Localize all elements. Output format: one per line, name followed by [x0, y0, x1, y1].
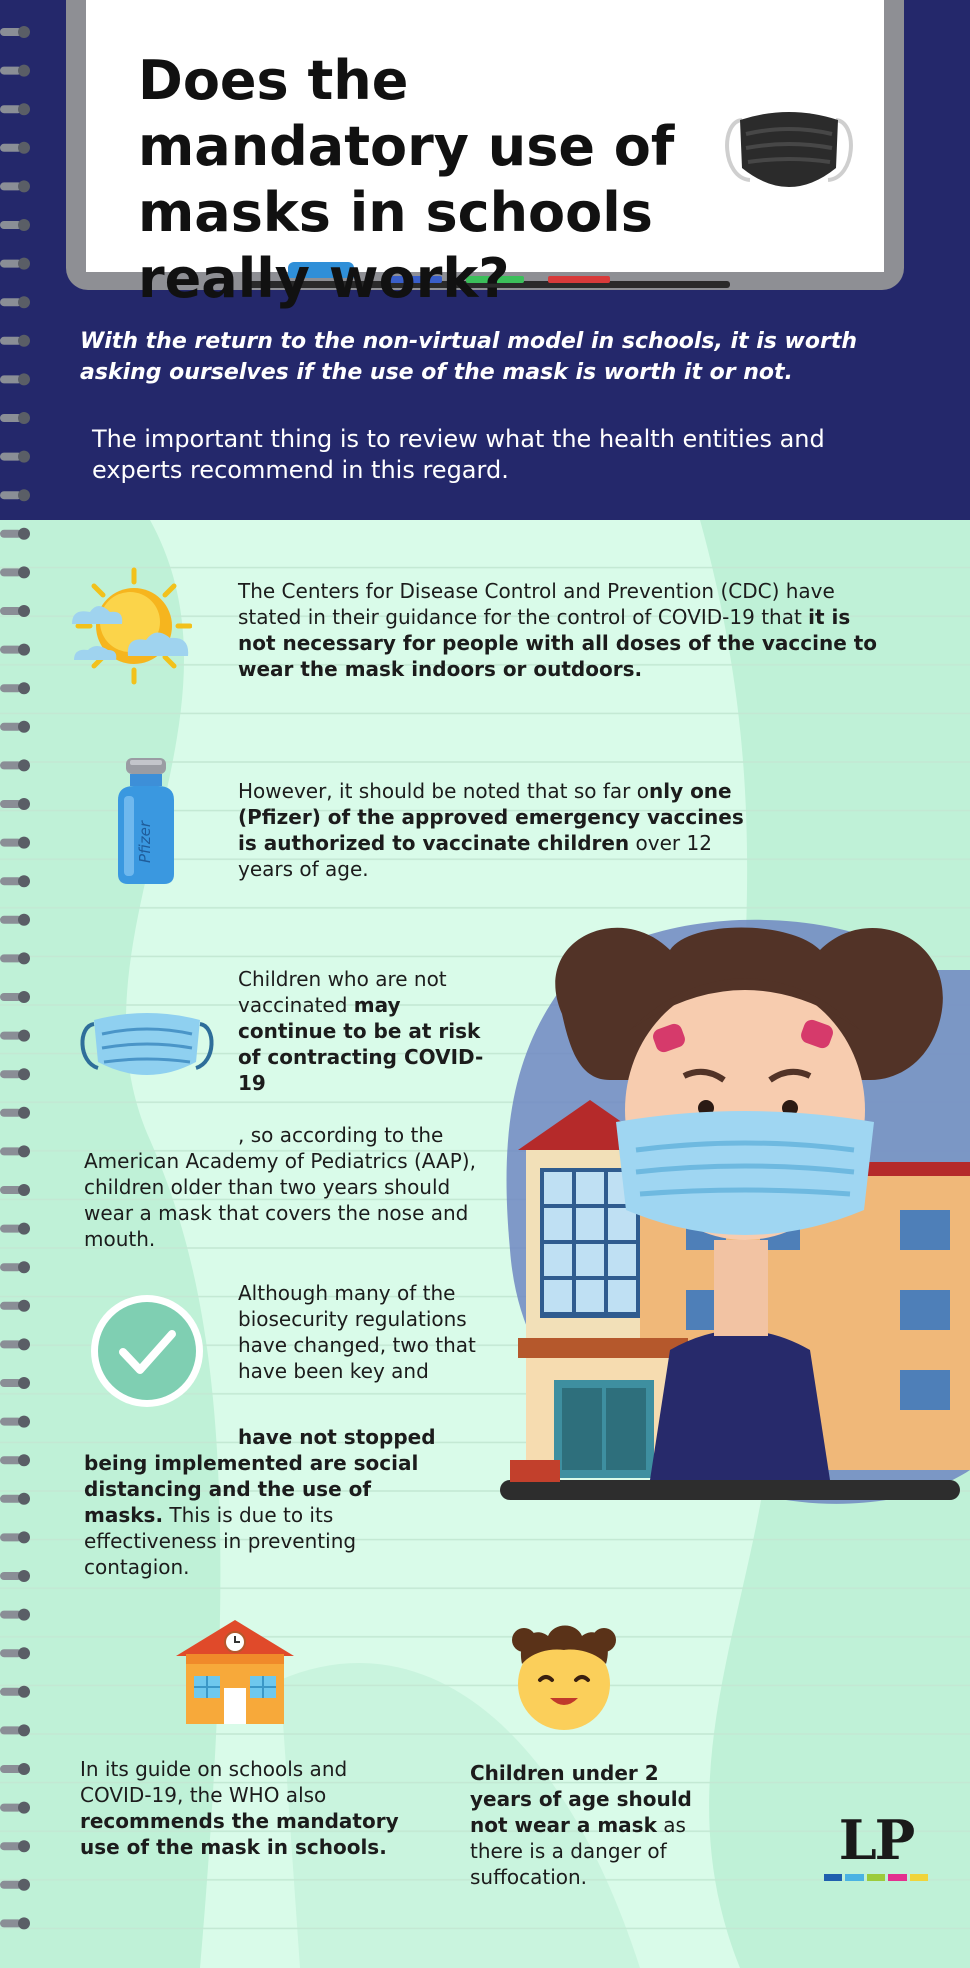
- spiral-hole: [18, 1493, 30, 1505]
- spiral-hole: [18, 412, 30, 424]
- spiral-hole: [18, 1261, 30, 1273]
- aap-highlight: may continue to be at risk of contracting COVID-19: [238, 993, 484, 1095]
- biosecurity-text-2: This is due to its effectiveness in preventing contagion.: [84, 1503, 357, 1579]
- logo-bar: [888, 1874, 906, 1881]
- spiral-hole: [18, 180, 30, 192]
- spiral-hole: [18, 914, 30, 926]
- spiral-hole: [18, 26, 30, 38]
- spiral-hole: [18, 1840, 30, 1852]
- spiral-hole: [18, 1145, 30, 1157]
- spiral-hole: [18, 952, 30, 964]
- aap-paragraph-bottom: , so according to the American Academy of Pediatrics (AAP), children older than two years should wear a mask that covers the nose and mouth.: [84, 1123, 476, 1251]
- spiral-hole: [18, 1030, 30, 1042]
- spiral-hole: [18, 1531, 30, 1543]
- spiral-hole: [18, 721, 30, 733]
- spiral-hole: [18, 798, 30, 810]
- pfizer-highlight: nly one (Pfizer) of the approved emergency vaccines is authorized to vaccinate children: [238, 779, 744, 855]
- spiral-hole: [18, 682, 30, 694]
- logo-bar: [845, 1874, 863, 1881]
- spiral-hole: [18, 1416, 30, 1428]
- spiral-hole: [18, 451, 30, 463]
- spiral-hole: [18, 103, 30, 115]
- cdc-highlight: it is not necessary for people with all doses of the vaccine to wear the mask indoors or outdoors.: [238, 605, 878, 681]
- spiral-hole: [18, 1184, 30, 1196]
- spiral-hole: [18, 65, 30, 77]
- spiral-hole: [18, 1223, 30, 1235]
- logo-bar: [910, 1874, 928, 1881]
- logo-text: LP: [838, 1808, 914, 1872]
- logo-color-bars: [824, 1874, 928, 1881]
- spiral-hole: [18, 991, 30, 1003]
- spiral-hole: [18, 142, 30, 154]
- cdc-paragraph: [238, 578, 878, 682]
- who-highlight: recommends the mandatory use of the mask in schools.: [80, 1809, 399, 1859]
- spiral-hole: [18, 373, 30, 385]
- spiral-hole: [18, 1068, 30, 1080]
- spiral-hole: [18, 335, 30, 347]
- logo-bar: [824, 1874, 842, 1881]
- spiral-hole: [18, 528, 30, 540]
- spiral-hole: [18, 1300, 30, 1312]
- under2-highlight: Children under 2 years of age should not wear a mask: [470, 1761, 692, 1837]
- spiral-hole: [18, 219, 30, 231]
- pfizer-paragraph: [238, 778, 758, 882]
- cdc-text: The Centers for Disease Control and Prevention (CDC) have stated in their guidance for the control of COVID-19 that: [238, 579, 835, 629]
- intro-question: With the return to the non-virtual model in schools, it is worth asking ourselves if the use of the mask is worth it or not.: [80, 329, 858, 385]
- spiral-hole: [18, 1609, 30, 1621]
- under2-paragraph: [470, 1760, 700, 1890]
- school-building-icon: [172, 1616, 298, 1726]
- biosecurity-paragraph-top: Although many of the biosecurity regulations have changed, two that have been key and: [238, 1281, 476, 1383]
- aap-text-1: Children who are not vaccinated: [238, 967, 447, 1017]
- who-text: In its guide on schools and COVID-19, the WHO also: [80, 1757, 348, 1807]
- spiral-hole: [18, 1107, 30, 1119]
- medical-mask-icon: [80, 1006, 214, 1084]
- pfizer-text-2: over 12 years of age.: [238, 831, 712, 881]
- black-mask-icon: [724, 98, 854, 208]
- spiral-hole: [18, 1454, 30, 1466]
- pfizer-text-1: However, it should be noted that so far o: [238, 779, 649, 803]
- vaccine-vial-icon: [110, 756, 182, 886]
- aap-paragraph-top: [238, 966, 502, 1096]
- baby-face-icon: [506, 1618, 622, 1734]
- spiral-hole: [18, 1686, 30, 1698]
- spiral-hole: [18, 875, 30, 887]
- spiral-hole: [18, 1917, 30, 1929]
- spiral-hole: [18, 644, 30, 656]
- spiral-hole: [18, 1802, 30, 1814]
- spiral-hole: [18, 1377, 30, 1389]
- spiral-hole: [18, 296, 30, 308]
- spiral-hole: [18, 759, 30, 771]
- spiral-hole: [18, 1647, 30, 1659]
- spiral-binding: [0, 0, 36, 1968]
- biosecurity-paragraph-bottom: [84, 1424, 444, 1580]
- intro-statement: The important thing is to review what the health entities and experts recommend in this regard.: [92, 425, 825, 484]
- spiral-hole: [18, 1879, 30, 1891]
- sun-cloud-icon: [68, 564, 192, 686]
- who-paragraph: [80, 1756, 400, 1860]
- spiral-hole: [18, 1724, 30, 1736]
- vial-label: Pfizer: [136, 820, 154, 864]
- under2-text: as there is a danger of suffocation.: [470, 1813, 686, 1889]
- spiral-hole: [18, 605, 30, 617]
- spiral-hole: [18, 1570, 30, 1582]
- spiral-hole: [18, 1763, 30, 1775]
- lp-logo: [824, 1810, 928, 1881]
- page-title: Does the mandatory use of masks in schools really work?: [138, 49, 675, 310]
- biosecurity-highlight: have not stopped being implemented are social distancing and the use of masks.: [84, 1425, 436, 1527]
- spiral-hole: [18, 837, 30, 849]
- checkmark-icon: [90, 1294, 204, 1408]
- spiral-hole: [18, 566, 30, 578]
- spiral-hole: [18, 1338, 30, 1350]
- spiral-hole: [18, 489, 30, 501]
- logo-bar: [867, 1874, 885, 1881]
- masked-girl-school-illustration: [490, 910, 970, 1520]
- spiral-hole: [18, 258, 30, 270]
